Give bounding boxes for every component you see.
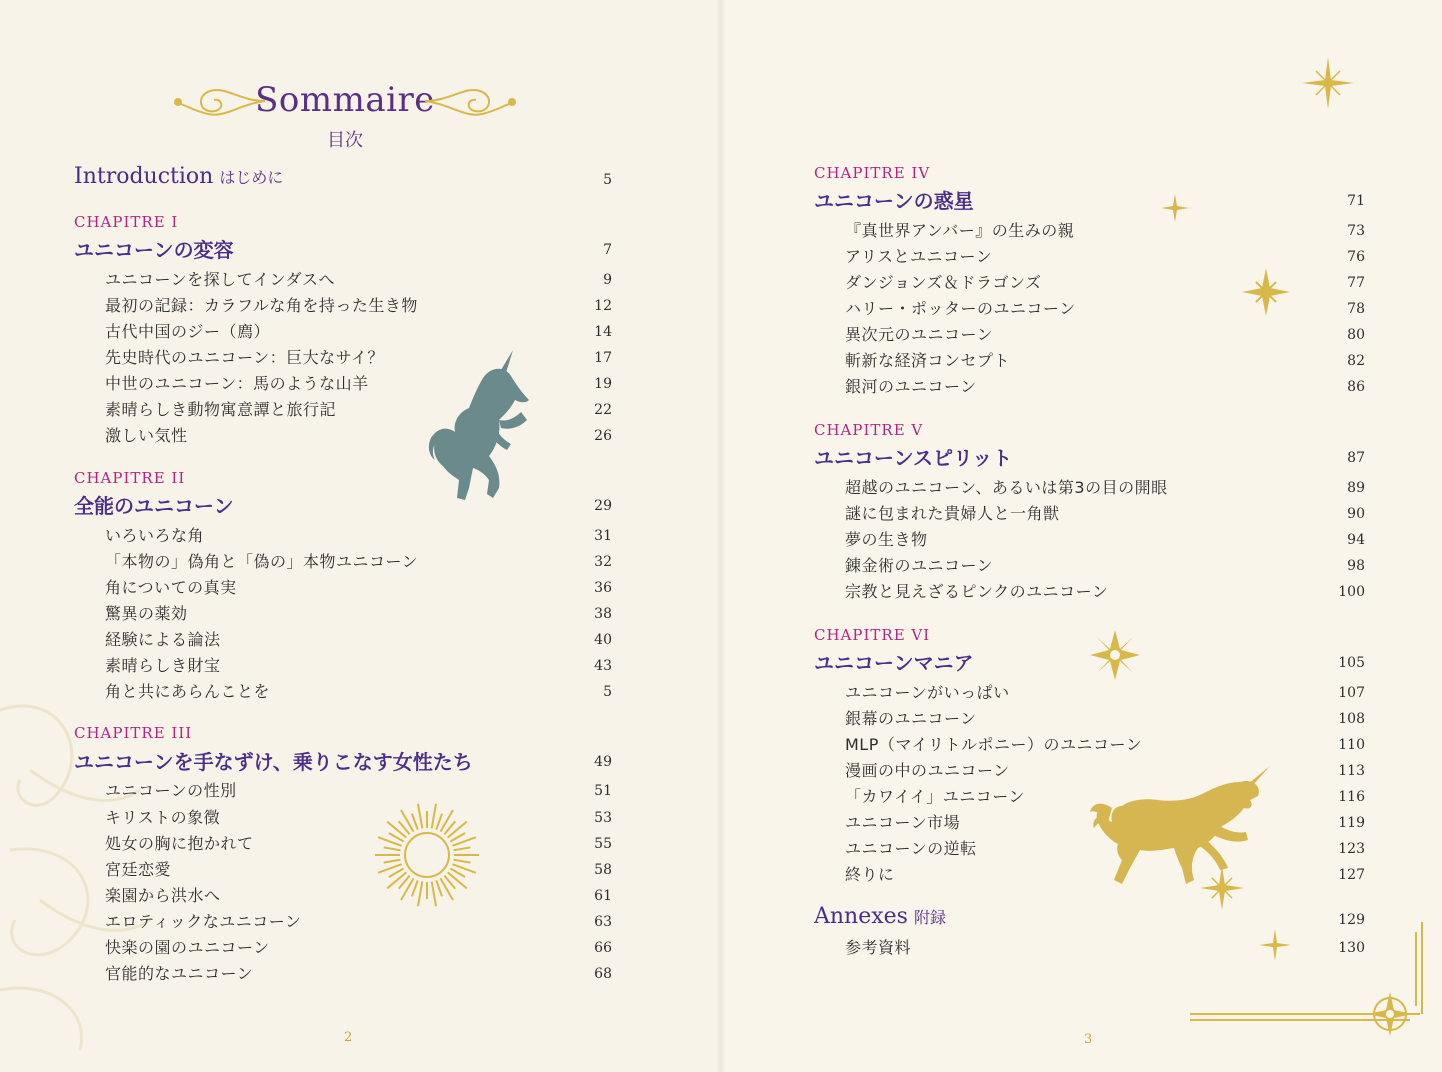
chapter-6-label: CHAPITRE VI	[814, 626, 931, 644]
intro-title: Introduction	[74, 164, 214, 189]
rearing-unicorn-teal-illustration	[425, 348, 535, 503]
sun-ray	[448, 822, 467, 838]
toc-item[interactable]: 宗教と見えざるピンクのユニコーン	[845, 582, 1109, 601]
toc-item-page: 51	[594, 783, 612, 799]
toc-item[interactable]: 終りに	[845, 865, 895, 884]
toc-item-page: 17	[594, 350, 612, 366]
toc-item[interactable]: 最初の記録：カラフルな角を持った生き物	[105, 296, 418, 315]
toc-item-page: 32	[594, 554, 612, 570]
right-flourish-ornament	[420, 76, 520, 126]
toc-item-page: 63	[594, 914, 612, 930]
chapter-1-label: CHAPITRE I	[74, 213, 179, 231]
sparkle-icon	[1300, 55, 1356, 111]
toc-item-page: 53	[594, 810, 612, 826]
toc-item-page: 66	[594, 940, 612, 956]
toc-item-page: 55	[594, 836, 612, 852]
sun-ray	[387, 872, 406, 888]
toc-item[interactable]: 参考資料	[845, 938, 912, 957]
sun-ray	[412, 880, 418, 896]
toc-item[interactable]: ユニコーンがいっぱい	[845, 683, 1010, 702]
toc-item[interactable]: ユニコーンを探してインダスへ	[105, 270, 336, 289]
toc-item-page: 110	[1338, 737, 1365, 753]
toc-item-page: 80	[1347, 327, 1365, 343]
toc-item-page: 94	[1347, 532, 1365, 548]
toc-item-page: 58	[594, 862, 612, 878]
toc-item[interactable]: 楽園から洪水へ	[105, 886, 221, 905]
sun-ray	[387, 822, 406, 838]
toc-item-page: 68	[594, 966, 612, 982]
toc-item[interactable]: キリストの象徴	[105, 808, 221, 827]
chapter-3-title[interactable]: ユニコーンを手なずけ、乗りこなす女性たち	[74, 750, 473, 774]
chapter-2-page: 29	[594, 498, 612, 514]
gutter	[716, 0, 726, 1072]
sun-ray	[401, 810, 414, 832]
sparkle-icon	[1160, 193, 1190, 223]
toc-item[interactable]: 素晴らしき動物寓意譚と旅行記	[105, 400, 337, 419]
toc-item-page: 98	[1347, 558, 1365, 574]
chapter-3-page: 49	[594, 754, 612, 770]
chapter-1-page: 7	[603, 242, 612, 258]
toc-item-page: 22	[594, 402, 612, 418]
toc-item[interactable]: ユニコーンの逆転	[845, 839, 977, 858]
intro-entry[interactable]	[74, 164, 283, 189]
page-title: Sommaire	[255, 80, 435, 120]
toc-item[interactable]: 快楽の園のユニコーン	[105, 938, 270, 957]
chapter-3-label: CHAPITRE III	[74, 724, 193, 742]
toc-item[interactable]: 錬金術のユニコーン	[845, 556, 994, 575]
toc-item[interactable]: ユニコーンの性別	[105, 781, 237, 800]
toc-item-page: 107	[1338, 685, 1365, 701]
toc-item[interactable]: 驚異の薬効	[105, 604, 188, 623]
toc-item[interactable]: 「カワイイ」ユニコーン	[845, 787, 1025, 806]
toc-item[interactable]: 超越のユニコーン、あるいは第3の目の開眼	[845, 478, 1168, 497]
toc-item-page: 36	[594, 580, 612, 596]
chapter-6-page: 105	[1338, 655, 1365, 671]
toc-item[interactable]: 古代中国のジー（廌）	[105, 322, 271, 341]
sun-ray	[418, 882, 422, 907]
toc-item-page: 123	[1338, 841, 1365, 857]
annexes-jp: 附録	[913, 908, 946, 927]
sun-ornament	[372, 800, 482, 910]
sun-ray	[412, 814, 418, 830]
intro-page: 5	[603, 172, 612, 188]
star-icon	[1088, 628, 1142, 682]
toc-item[interactable]: 処女の胸に抱かれて	[105, 834, 254, 853]
toc-item[interactable]: 『真世界アンバー』の生みの親	[845, 221, 1075, 240]
sun-ray	[432, 882, 436, 907]
toc-item-page: 12	[594, 298, 612, 314]
toc-item[interactable]: いろいろな角	[105, 526, 205, 545]
sun-ray	[384, 847, 401, 850]
toc-item-page: 76	[1347, 249, 1365, 265]
toc-item[interactable]: 素晴らしき財宝	[105, 656, 221, 675]
toc-item-page: 77	[1347, 275, 1365, 291]
chapter-1-title[interactable]: ユニコーンの変容	[74, 238, 234, 262]
toc-item-page: 130	[1338, 940, 1365, 956]
toc-item-page: 90	[1347, 506, 1365, 522]
sun-ray	[432, 804, 436, 829]
sun-ray	[441, 878, 454, 900]
toc-item[interactable]: 経験による論法	[105, 630, 221, 649]
toc-item-page: 86	[1347, 379, 1365, 395]
toc-item[interactable]: 「本物の」偽角と「偽の」本物ユニコーン	[105, 552, 419, 571]
toc-item-page: 5	[603, 684, 612, 700]
chapter-5-title[interactable]: ユニコーンスピリット	[814, 446, 1013, 470]
sparkle-icon	[1240, 266, 1292, 318]
sun-ray	[448, 872, 467, 888]
toc-item[interactable]: 官能的なユニコーン	[105, 964, 254, 983]
toc-item[interactable]: エロティックなユニコーン	[105, 912, 302, 931]
toc-item-page: 9	[603, 272, 612, 288]
right-page-number: 3	[1084, 1032, 1093, 1047]
toc-item-page: 127	[1338, 867, 1365, 883]
toc-item[interactable]: 銀河のユニコーン	[845, 377, 977, 396]
toc-item-page: 14	[594, 324, 612, 340]
toc-item[interactable]: 銀幕のユニコーン	[845, 709, 977, 728]
toc-item[interactable]: 中世のユニコーン：馬のような山羊	[105, 374, 369, 393]
toc-item[interactable]: アリスとユニコーン	[845, 247, 993, 266]
chapter-2-title[interactable]: 全能のユニコーン	[74, 494, 234, 518]
toc-item-page: 119	[1338, 815, 1365, 831]
toc-item[interactable]: 角と共にあらんことを	[105, 682, 271, 701]
corner-compass-ornament	[1190, 922, 1430, 1042]
toc-item[interactable]: 漫画の中のユニコーン	[845, 761, 1010, 780]
annexes-entry[interactable]	[814, 904, 946, 929]
toc-item-page: 82	[1347, 353, 1365, 369]
toc-item-page: 43	[594, 658, 612, 674]
sun-ray	[436, 880, 442, 896]
chapter-6-title[interactable]: ユニコーンマニア	[814, 651, 974, 675]
left-page-number: 2	[344, 1030, 353, 1045]
toc-item-page: 19	[594, 376, 612, 392]
chapter-4-label: CHAPITRE IV	[814, 164, 931, 182]
chapter-5-page: 87	[1347, 450, 1365, 466]
toc-item-page: 61	[594, 888, 612, 904]
page-subtitle: 目次	[327, 130, 363, 151]
sun-ray	[436, 814, 442, 830]
toc-item[interactable]: 先史時代のユニコーン：巨大なサイ？	[105, 348, 385, 367]
annexes-page: 129	[1338, 912, 1365, 928]
sun-ray	[384, 860, 401, 863]
toc-item[interactable]: MLP（マイリトルポニー）のユニコーン	[845, 735, 1143, 754]
toc-item[interactable]: ユニコーン市場	[845, 813, 961, 832]
toc-item[interactable]: 角についての真実	[105, 578, 237, 597]
toc-item[interactable]: 宮廷恋愛	[105, 860, 172, 879]
toc-item-page: 100	[1338, 584, 1365, 600]
toc-item-page: 78	[1347, 301, 1365, 317]
toc-item[interactable]: 異次元のユニコーン	[845, 325, 994, 344]
toc-item[interactable]: 謎に包まれた貴婦人と一角獣	[845, 504, 1060, 523]
toc-item-page: 38	[594, 606, 612, 622]
toc-item-page: 108	[1338, 711, 1365, 727]
sun-ray	[454, 847, 471, 850]
sun-ray	[454, 860, 471, 863]
chapter-4-page: 71	[1347, 193, 1365, 209]
annexes-title: Annexes	[814, 904, 908, 929]
galloping-unicorn-gold-illustration	[1090, 760, 1290, 890]
toc-item-page: 73	[1347, 223, 1365, 239]
toc-item-page: 113	[1338, 763, 1365, 779]
toc-item-page: 40	[594, 632, 612, 648]
chapter-5-label: CHAPITRE V	[814, 421, 924, 439]
toc-item[interactable]: ダンジョンズ＆ドラゴンズ	[845, 273, 1042, 292]
chapter-4-title[interactable]: ユニコーンの惑星	[814, 189, 974, 213]
title-block	[170, 62, 520, 157]
chapter-2-label: CHAPITRE II	[74, 469, 186, 487]
sun-ray	[441, 810, 454, 832]
intro-jp: はじめに	[219, 168, 284, 187]
toc-item-page: 31	[594, 528, 612, 544]
toc-item[interactable]: 夢の生き物	[845, 530, 928, 549]
toc-item[interactable]: 斬新な経済コンセプト	[845, 351, 1011, 370]
toc-item-page: 26	[594, 428, 612, 444]
sun-ray	[401, 878, 414, 900]
toc-item[interactable]: 激しい気性	[105, 426, 188, 445]
toc-item[interactable]: ハリー・ポッターのユニコーン	[845, 299, 1076, 318]
sun-ray	[418, 804, 422, 829]
toc-item-page: 89	[1347, 480, 1365, 496]
toc-item-page: 116	[1338, 789, 1365, 805]
